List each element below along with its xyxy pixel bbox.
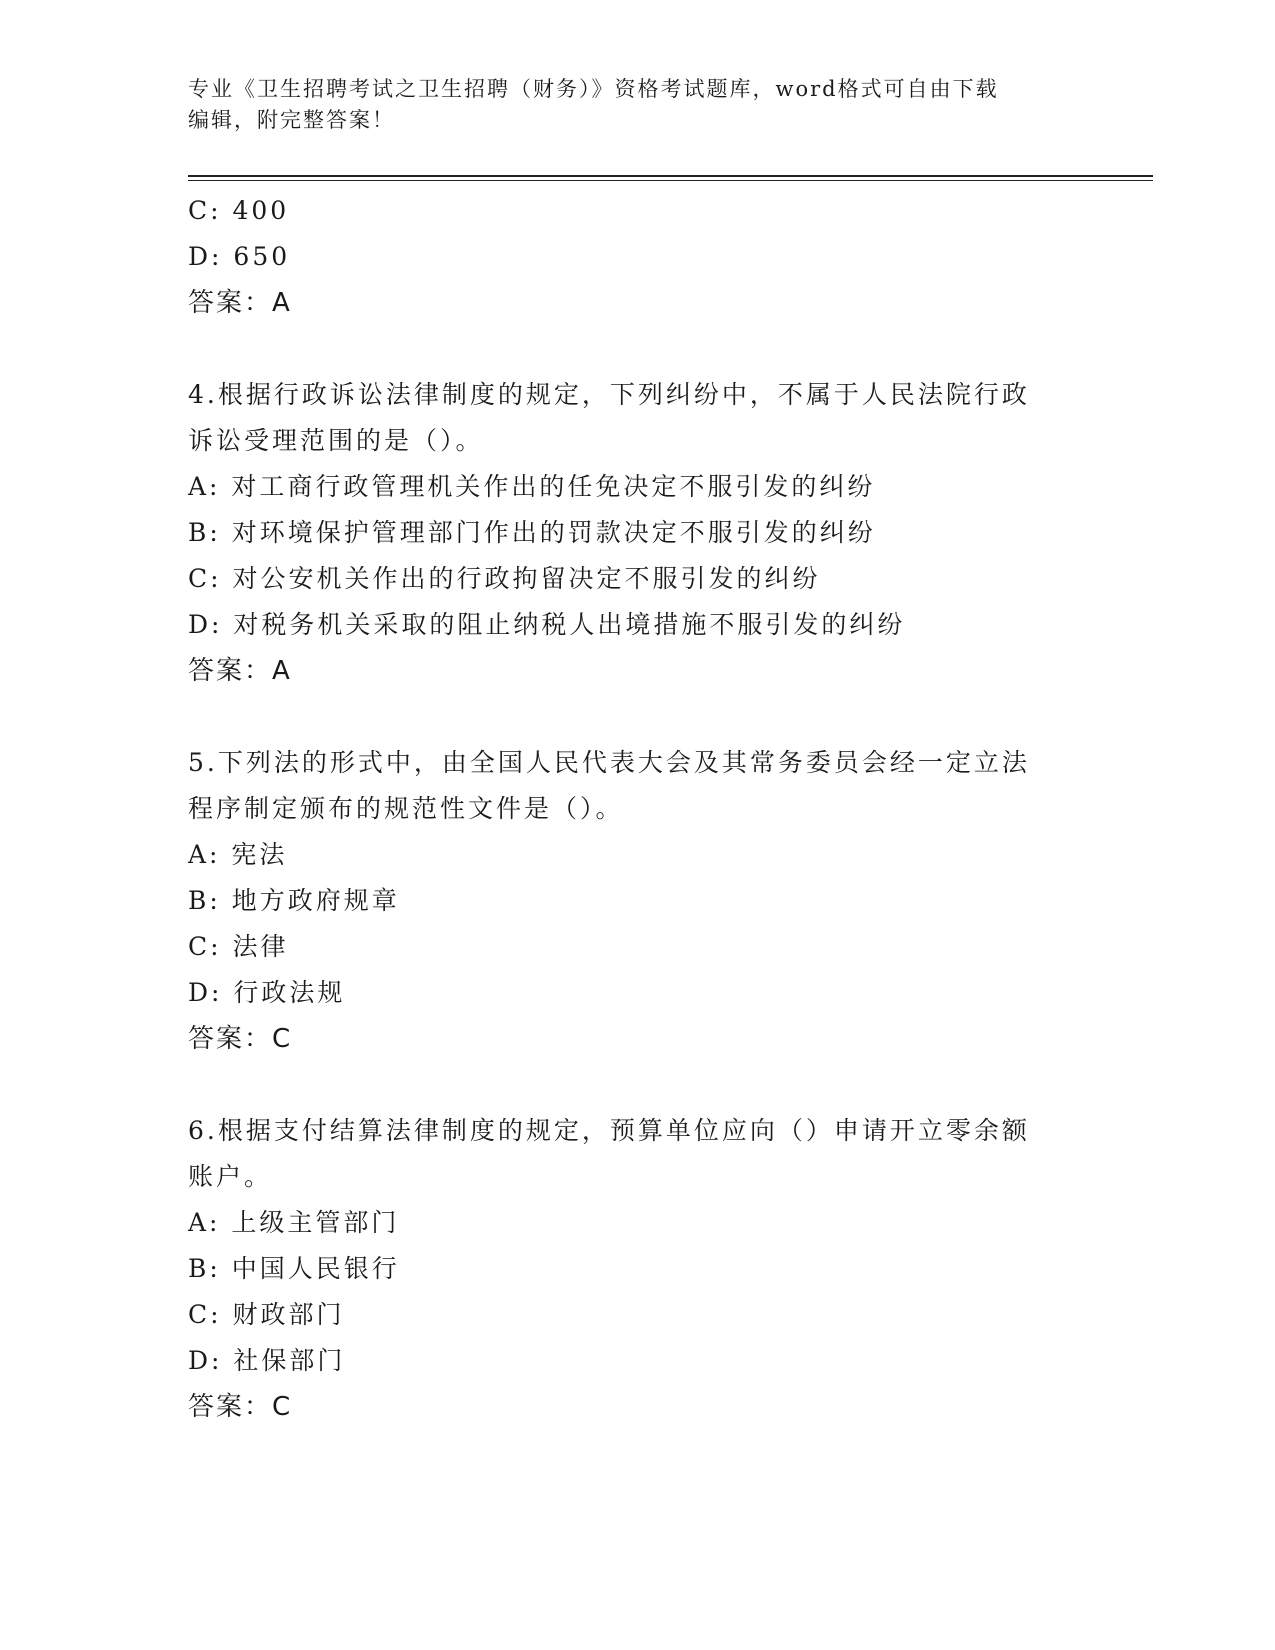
- spacer: [188, 326, 1088, 372]
- header-line-1: 专业《卫生招聘考试之卫生招聘（财务）》资格考试题库，word格式可自由下载: [188, 77, 999, 101]
- spacer: [188, 694, 1088, 740]
- option-c: C: 财政部门: [188, 1300, 345, 1329]
- option-a: A: 对工商行政管理机关作出的任免决定不服引发的纠纷: [188, 472, 876, 501]
- document-header: [188, 74, 1068, 136]
- header-divider-thin: [188, 180, 1153, 181]
- question-5: [188, 740, 1088, 1062]
- option-d: D: 650: [188, 242, 291, 271]
- answer-line: 答案：C: [188, 1024, 293, 1054]
- option-a: A: 宪法: [188, 840, 288, 869]
- option-b: B: 中国人民银行: [188, 1254, 400, 1283]
- question-stem-line-1: 4.根据行政诉讼法律制度的规定，下列纠纷中，不属于人民法院行政: [188, 380, 1030, 409]
- question-stem-line-1: 6.根据支付结算法律制度的规定，预算单位应向（）申请开立零余额: [188, 1116, 1030, 1145]
- option-d: D: 对税务机关采取的阻止纳税人出境措施不服引发的纠纷: [188, 610, 906, 639]
- option-c: C: 400: [188, 196, 290, 225]
- question-4: [188, 372, 1088, 694]
- question-6: [188, 1108, 1088, 1430]
- option-a: A: 上级主管部门: [188, 1208, 400, 1237]
- option-d: D: 行政法规: [188, 978, 346, 1007]
- answer-line: 答案：A: [188, 656, 292, 686]
- spacer: [188, 1062, 1088, 1108]
- option-c: C: 对公安机关作出的行政拘留决定不服引发的纠纷: [188, 564, 821, 593]
- answer-line: 答案：A: [188, 288, 292, 318]
- question-stem-line-2: 诉讼受理范围的是（）。: [188, 426, 484, 455]
- question-3: [188, 188, 1088, 326]
- option-b: B: 地方政府规章: [188, 886, 400, 915]
- header-line-2: 编辑，附完整答案！: [188, 108, 395, 132]
- option-b: B: 对环境保护管理部门作出的罚款决定不服引发的纠纷: [188, 518, 876, 547]
- option-d: D: 社保部门: [188, 1346, 346, 1375]
- answer-line: 答案：C: [188, 1392, 293, 1422]
- question-stem-line-1: 5.下列法的形式中，由全国人民代表大会及其常务委员会经一定立法: [188, 748, 1030, 777]
- question-stem-line-2: 程序制定颁布的规范性文件是（）。: [188, 794, 624, 823]
- option-c: C: 法律: [188, 932, 289, 961]
- question-stem-line-2: 账户。: [188, 1162, 273, 1191]
- question-list: [188, 188, 1088, 1430]
- header-divider-thick: [188, 175, 1153, 177]
